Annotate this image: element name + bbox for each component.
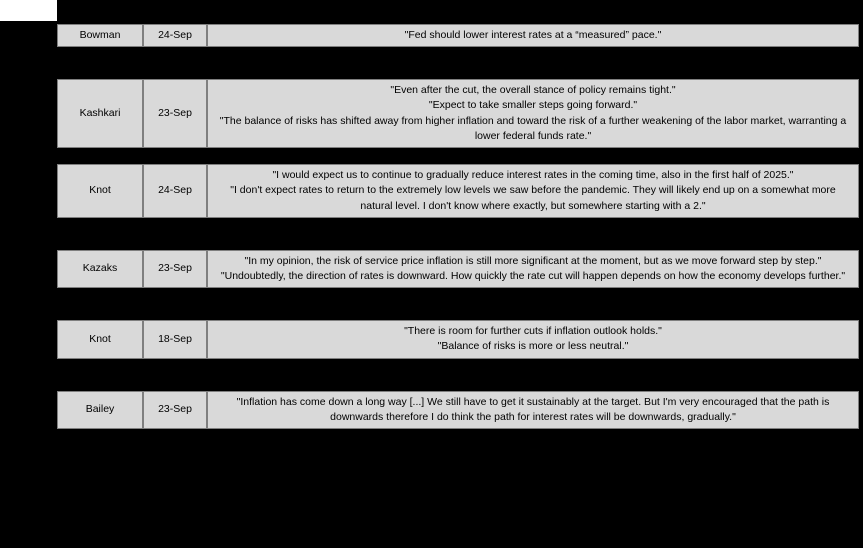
quote-line: "Fed should lower interest rates at a “measured” pace." (404, 29, 662, 41)
row-gap-cell (57, 288, 859, 320)
quote-line: "Inflation has come down a long way [...] We still have to get it sustainably at the target. But I'm very encouraged that the path is (236, 395, 830, 408)
speaker-cell: Bowman (57, 24, 143, 47)
quotes-table-body (57, 24, 859, 429)
quote-cell (207, 250, 859, 288)
speaker-cell: Knot (57, 164, 143, 218)
date-cell: 24-Sep (143, 164, 207, 218)
table-row (57, 79, 859, 148)
quote-line: "In my opinion, the risk of service price inflation is still more significant at the moment, but as we move forward step by step." (244, 254, 822, 267)
quote-line: natural level. I don't know where exactly, but somewhere starting with a 2." (360, 199, 706, 212)
speaker-cell: Bailey (57, 391, 143, 429)
table-row (57, 250, 859, 288)
quotes-table (57, 24, 859, 429)
date-cell: 23-Sep (143, 250, 207, 288)
quote-line: "There is room for further cuts if inflation outlook holds." (404, 325, 662, 338)
quote-line: "I don't expect rates to return to the extremely low levels we saw before the pandemic. They will likely end up on a somewhat more (230, 184, 836, 197)
quote-cell (207, 391, 859, 429)
quote-line: downwards therefore I do think the path for interest rates will be downwards, gradually." (330, 410, 736, 423)
row-gap-cell (57, 47, 859, 79)
row-gap (57, 218, 859, 250)
row-gap (57, 359, 859, 391)
top-left-white-block (0, 0, 57, 21)
date-cell: 23-Sep (143, 79, 207, 148)
quote-line: "Balance of risks is more or less neutral." (437, 340, 629, 353)
quote-line: "Expect to take smaller steps going forward." (428, 99, 638, 112)
date-cell: 18-Sep (143, 320, 207, 358)
quote-line: "The balance of risks has shifted away from higher inflation and toward the risk of a further weakening of the labor market, warranting a (219, 114, 847, 127)
quotes-table-container (57, 24, 859, 429)
table-row (57, 164, 859, 218)
row-gap-cell (57, 359, 859, 391)
row-gap (57, 148, 859, 164)
quote-line: "I would expect us to continue to gradually reduce interest rates in the coming time, also in the first half of 2025." (272, 169, 794, 182)
quote-line: "Undoubtedly, the direction of rates is downward. How quickly the rate cut will happen depends on how the economy develops further." (220, 269, 846, 282)
quote-cell (207, 24, 859, 47)
speaker-cell: Knot (57, 320, 143, 358)
quote-cell (207, 320, 859, 358)
row-gap (57, 288, 859, 320)
quote-cell (207, 164, 859, 218)
speaker-cell: Kashkari (57, 79, 143, 148)
table-row (57, 320, 859, 358)
quote-cell (207, 79, 859, 148)
row-gap-cell (57, 218, 859, 250)
quote-line: lower federal funds rate." (474, 129, 592, 142)
row-gap (57, 47, 859, 79)
table-row (57, 391, 859, 429)
row-gap-cell (57, 148, 859, 164)
speaker-cell: Kazaks (57, 250, 143, 288)
date-cell: 24-Sep (143, 24, 207, 47)
table-row (57, 24, 859, 47)
date-cell: 23-Sep (143, 391, 207, 429)
quote-line: "Even after the cut, the overall stance of policy remains tight." (390, 84, 676, 97)
